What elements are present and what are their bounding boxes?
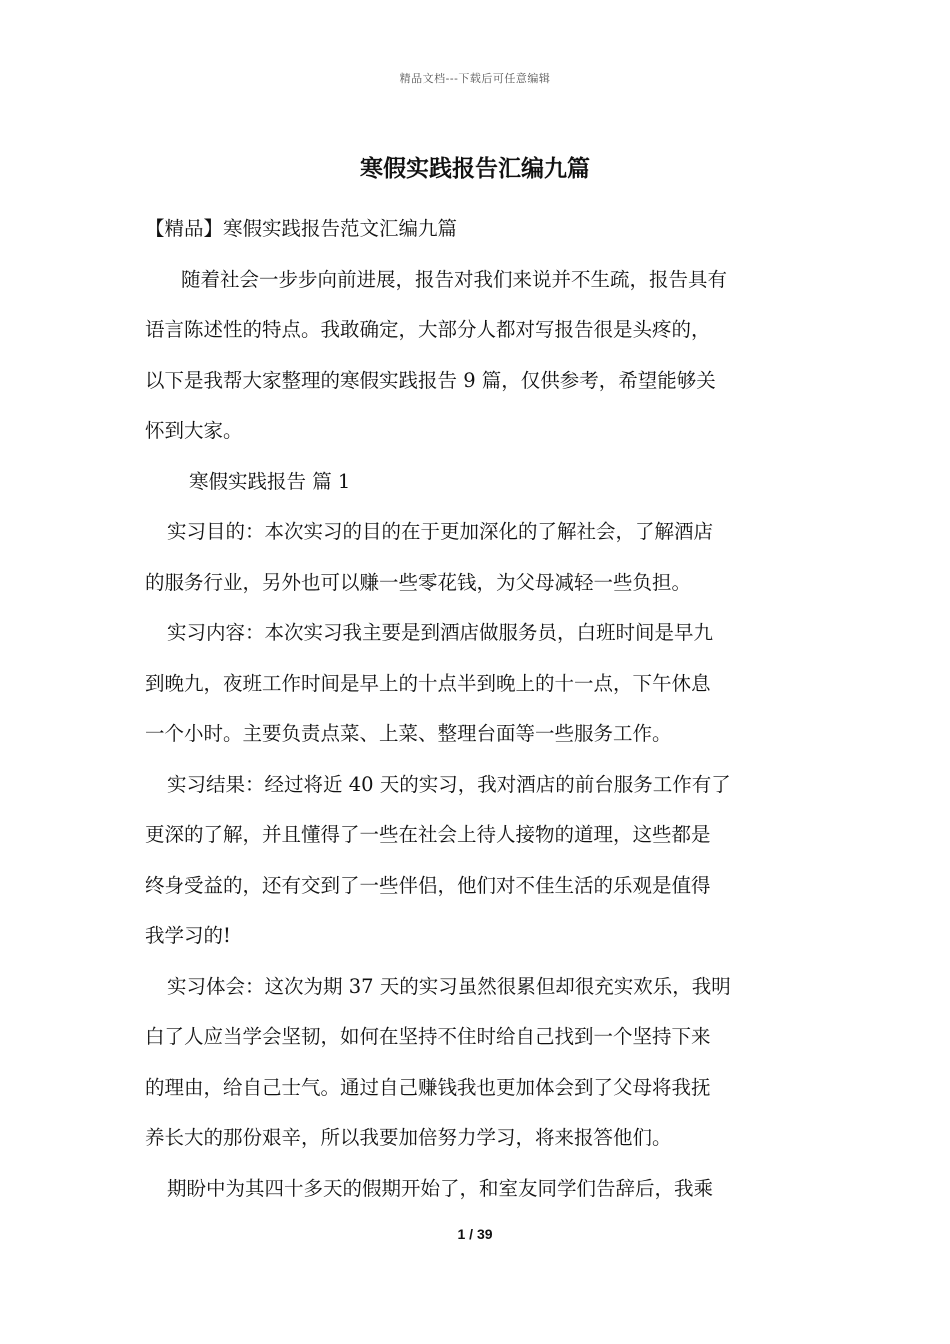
paragraph-line: 期盼中为其四十多天的假期开始了，和室友同学们告辞后，我乘 xyxy=(167,1176,714,1200)
section-heading: 寒假实践报告 篇 1 xyxy=(189,469,351,493)
paragraph-line: 实习体会：这次为期 37 天的实习虽然很累但却很充实欢乐，我明 xyxy=(167,974,731,998)
paragraph-line: 我学习的! xyxy=(145,924,231,947)
experience-paragraph xyxy=(145,962,807,1164)
content-paragraph xyxy=(145,608,807,760)
purpose-paragraph xyxy=(145,507,807,608)
result-paragraph xyxy=(145,760,807,962)
paragraph-line: 终身受益的，还有交到了一些伴侣，他们对不佳生活的乐观是值得 xyxy=(145,873,711,897)
subtitle: 【精品】寒假实践报告范文汇编九篇 xyxy=(145,217,458,240)
paragraph-line: 语言陈述性的特点。我敢确定，大部分人都对写报告很是头疼的， xyxy=(145,318,711,341)
paragraph-line: 随着社会一步步向前进展，报告对我们来说并不生疏，报告具有 xyxy=(181,267,728,291)
document-body xyxy=(145,204,807,1214)
document-title: 寒假实践报告汇编九篇 xyxy=(360,155,590,182)
paragraph-line: 以下是我帮大家整理的寒假实践报告 9 篇，仅供参考，希望能够关 xyxy=(145,368,716,392)
page-header: 精品文档---下载后可任意编辑 xyxy=(399,72,551,85)
intro-paragraph xyxy=(145,255,807,457)
paragraph-line: 养长大的那份艰辛，所以我要加倍努力学习，将来报答他们。 xyxy=(145,1126,672,1149)
paragraph-line: 实习结果：经过将近 40 天的实习，我对酒店的前台服务工作有了 xyxy=(167,772,731,796)
paragraph-line: 的服务行业，另外也可以赚一些零花钱，为父母减轻一些负担。 xyxy=(145,570,692,594)
paragraph-line: 的理由，给自己士气。通过自己赚钱我也更加体会到了父母将我抚 xyxy=(145,1075,711,1099)
paragraph-line: 到晚九，夜班工作时间是早上的十点半到晚上的十一点，下午休息 xyxy=(145,671,711,695)
page-number: 1 / 39 xyxy=(457,1226,493,1242)
paragraph-line: 怀到大家。 xyxy=(145,419,243,442)
paragraph-line: 一个小时。主要负责点菜、上菜、整理台面等一些服务工作。 xyxy=(145,722,672,745)
closing-paragraph xyxy=(145,1164,807,1215)
paragraph-line: 白了人应当学会坚韧，如何在坚持不住时给自己找到一个坚持下来 xyxy=(145,1025,711,1048)
paragraph-line: 实习内容：本次实习我主要是到酒店做服务员，白班时间是早九 xyxy=(167,621,714,644)
paragraph-line: 实习目的：本次实习的目的在于更加深化的了解社会，了解酒店 xyxy=(167,520,714,543)
paragraph-line: 更深的了解，并且懂得了一些在社会上待人接物的道理，这些都是 xyxy=(145,823,711,846)
